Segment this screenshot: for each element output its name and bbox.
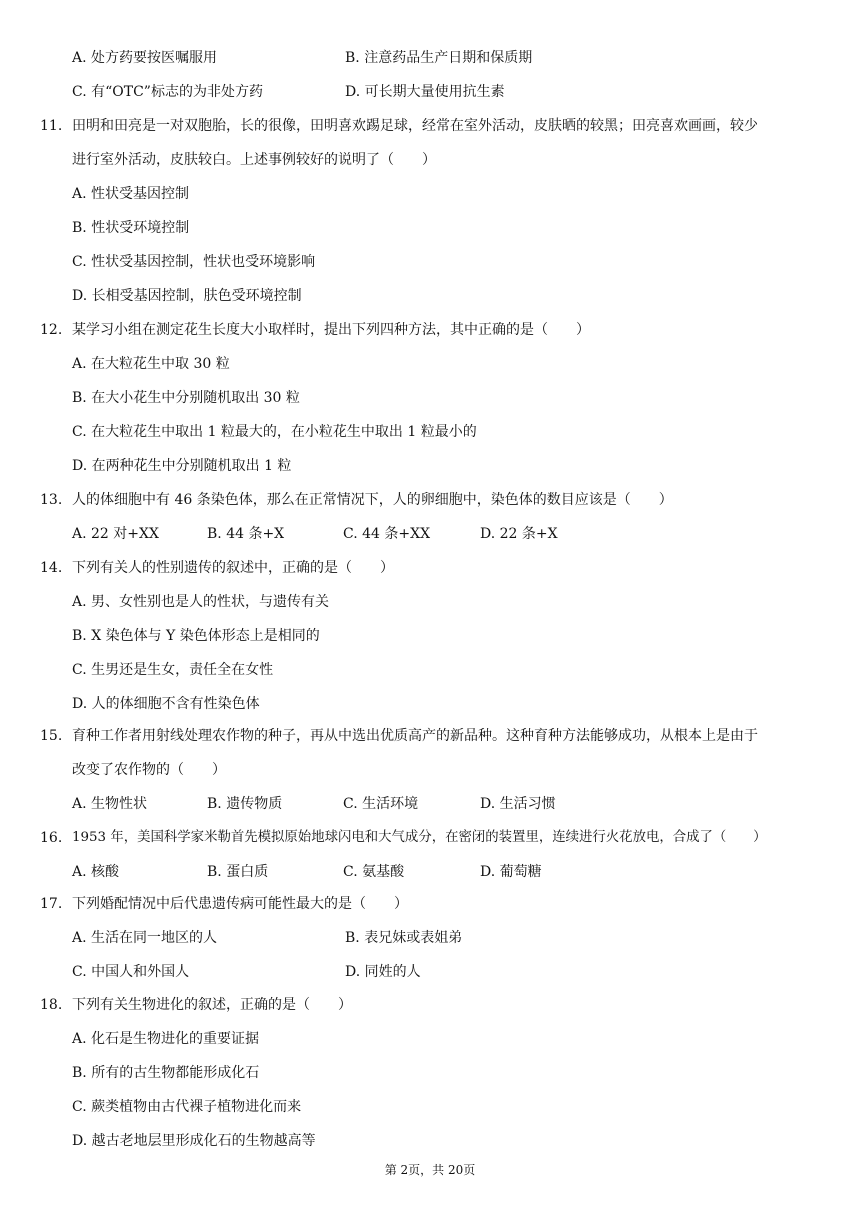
q17-option-b: B. 表兄妹或表姐弟	[345, 930, 463, 946]
q18-option-d: D. 越古老地层里形成化石的生物越高等	[72, 1133, 316, 1149]
q17-number: 17.	[40, 896, 63, 912]
q17-option-d: D. 同姓的人	[345, 964, 421, 980]
q14-option-c: C. 生男还是生女，责任全在女性	[72, 662, 274, 678]
q16-question: 1953 年，美国科学家米勒首先模拟原始地球闪电和大气成分，在密闭的装置里，连续进行火花放电，合成了（ ）	[72, 830, 767, 845]
q15-option-b: B. 遗传物质	[207, 796, 283, 812]
q12-option-d: D. 在两种花生中分别随机取出 1 粒	[72, 458, 292, 474]
q11-option-d: D. 长相受基因控制，肤色受环境控制	[72, 288, 302, 304]
q11-option-c: C. 性状受基因控制，性状也受环境影响	[72, 254, 316, 270]
q11-option-b: B. 性状受环境控制	[72, 220, 190, 236]
q11-question-line-1: 田明和田亮是一对双胞胎，长的很像，田明喜欢踢足球，经常在室外活动，皮肤晒的较黑；田亮喜欢画画，较少	[72, 118, 758, 134]
q18-option-c: C. 蕨类植物由古代裸子植物进化而来	[72, 1099, 302, 1115]
q10-option-c: C. 有“OTC”标志的为非处方药	[72, 84, 263, 100]
q14-number: 14.	[40, 560, 63, 576]
q15-question-line-1: 育种工作者用射线处理农作物的种子，再从中选出优质高产的新品种。这种育种方法能够成功，从根本上是由于	[72, 728, 758, 744]
q15-option-c: C. 生活环境	[343, 796, 419, 812]
q10-option-a: A. 处方药要按医嘱服用	[72, 50, 218, 66]
q13-option-c: C. 44 条+XX	[343, 526, 431, 542]
q12-option-a: A. 在大粒花生中取 30 粒	[72, 356, 230, 372]
q14-option-a: A. 男、女性别也是人的性状，与遗传有关	[72, 594, 330, 610]
q15-number: 15.	[40, 728, 63, 744]
q12-option-b: B. 在大小花生中分别随机取出 30 粒	[72, 390, 300, 406]
q12-question: 某学习小组在测定花生长度大小取样时，提出下列四种方法，其中正确的是（ ）	[72, 322, 590, 338]
q10-option-d: D. 可长期大量使用抗生素	[345, 84, 505, 100]
q13-number: 13.	[40, 492, 63, 508]
q14-option-d: D. 人的体细胞不含有性染色体	[72, 696, 260, 712]
q11-number: 11.	[40, 118, 63, 134]
q17-question: 下列婚配情况中后代患遗传病可能性最大的是（ ）	[72, 896, 408, 912]
q18-number: 18.	[40, 997, 63, 1013]
q14-question: 下列有关人的性别遗传的叙述中，正确的是（ ）	[72, 560, 394, 576]
q15-option-a: A. 生物性状	[72, 796, 148, 812]
q13-question: 人的体细胞中有 46 条染色体，那么在正常情况下，人的卵细胞中，染色体的数目应该是（ ）	[72, 492, 673, 508]
q13-option-a: A. 22 对+XX	[72, 526, 159, 542]
q13-option-d: D. 22 条+X	[480, 526, 558, 542]
q16-option-d: D. 葡萄糖	[480, 864, 542, 880]
q15-question-line-2: 改变了农作物的（ ）	[72, 762, 226, 778]
q10-option-b: B. 注意药品生产日期和保质期	[345, 50, 533, 66]
q13-option-b: B. 44 条+X	[207, 526, 285, 542]
q16-number: 16.	[40, 830, 63, 846]
q11-question-line-2: 进行室外活动，皮肤较白。上述事例较好的说明了（ ）	[72, 152, 436, 168]
q11-option-a: A. 性状受基因控制	[72, 186, 190, 202]
q17-option-c: C. 中国人和外国人	[72, 964, 190, 980]
q16-option-c: C. 氨基酸	[343, 864, 405, 880]
q18-option-a: A. 化石是生物进化的重要证据	[72, 1031, 260, 1047]
q16-option-a: A. 核酸	[72, 864, 120, 880]
q18-option-b: B. 所有的古生物都能形成化石	[72, 1065, 260, 1081]
q14-option-b: B. X 染色体与 Y 染色体形态上是相同的	[72, 628, 320, 644]
q12-option-c: C. 在大粒花生中取出 1 粒最大的，在小粒花生中取出 1 粒最小的	[72, 424, 477, 440]
q16-option-b: B. 蛋白质	[207, 864, 269, 880]
q18-question: 下列有关生物进化的叙述，正确的是（ ）	[72, 997, 352, 1013]
page-footer: 第 2页，共 20页	[384, 1163, 476, 1177]
q15-option-d: D. 生活习惯	[480, 796, 556, 812]
q12-number: 12.	[40, 322, 63, 338]
q17-option-a: A. 生活在同一地区的人	[72, 930, 218, 946]
